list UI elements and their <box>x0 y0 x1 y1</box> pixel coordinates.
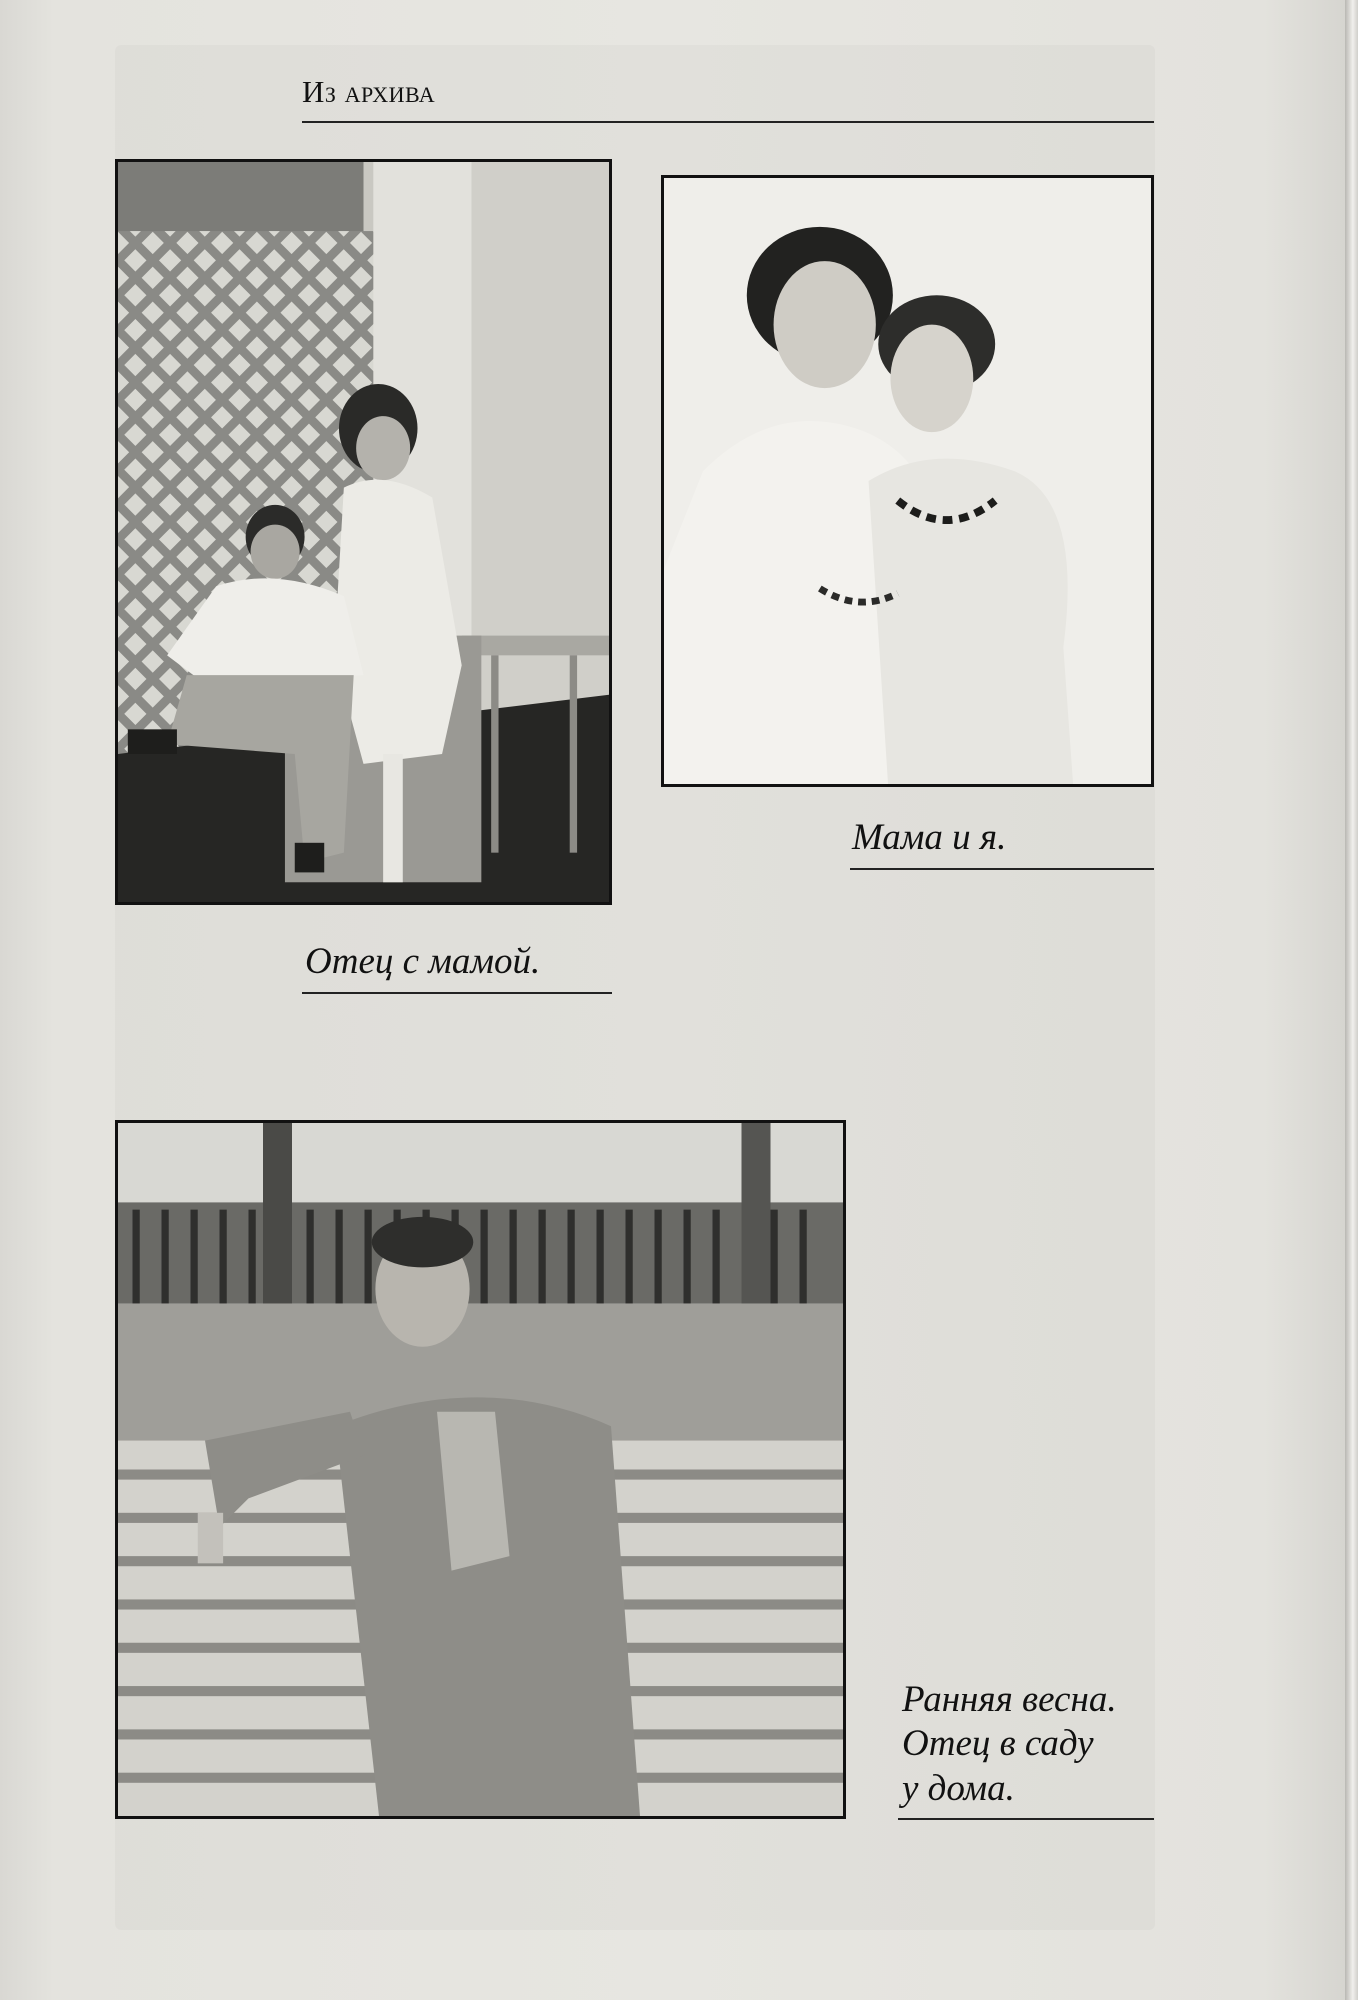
caption-rule <box>898 1818 1154 1820</box>
caption-line-1: Ранняя весна. <box>902 1679 1117 1720</box>
caption-rule <box>302 992 612 994</box>
header-rule <box>302 121 1154 123</box>
photo-mother-and-me <box>661 175 1154 787</box>
caption-mother-and-me: Мама и я. <box>852 817 1007 858</box>
caption-rule <box>850 868 1154 870</box>
page-edge <box>1345 0 1358 2000</box>
photo-father-with-mother <box>115 159 612 905</box>
section-header: Из архива <box>302 74 436 109</box>
caption-line-2: Отец в саду <box>902 1723 1094 1765</box>
caption-father-with-mother: Отец с мамой. <box>305 941 541 982</box>
caption-line-3: у дома. <box>902 1767 1015 1809</box>
caption-father-in-garden <box>902 1678 1117 1811</box>
photo-father-in-garden <box>115 1120 846 1819</box>
